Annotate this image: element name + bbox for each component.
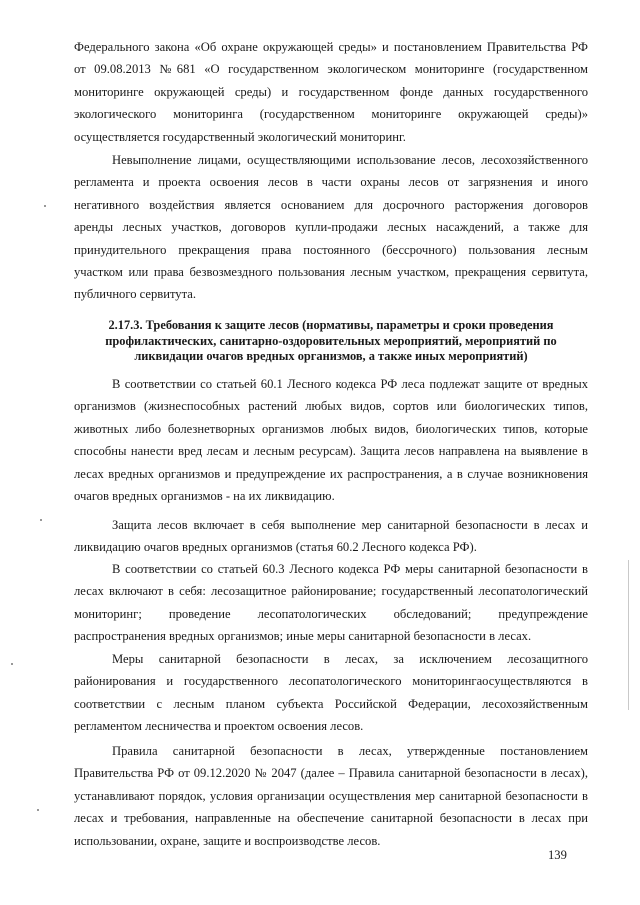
text-line: публичного сервитута.	[74, 287, 197, 302]
text-line: Федерального закона «Об охране окружающей среды» и постановлением Правительства РФ	[74, 40, 588, 54]
text-line: соответствии с лесным планом субъекта Российской Федерации, лесохозяйственным	[74, 696, 588, 711]
text-line: Защита лесов включает в себя выполнение мер санитарной безопасности в лесах и	[112, 518, 588, 532]
text-line: устанавливают порядок, условия организации осуществления мер санитарной безопасности в	[74, 788, 588, 803]
scan-speck	[40, 519, 42, 521]
paragraph-violation	[74, 149, 588, 306]
text-line: лесах вредных организмов и предупреждение их распространения, а в случае возникновения	[74, 466, 588, 481]
text-line: лесах включают в себя: лесозащитное районирование; государственный лесопатологический	[74, 584, 588, 599]
text-line: мониторинге окружающей среды) и государственном фонде данных государственного	[74, 84, 588, 99]
text-line: мониторинг; проведение лесопатологических обследований; предупреждение	[74, 606, 588, 621]
text-line: Правила санитарной безопасности в лесах, утвержденные постановлением	[112, 744, 588, 758]
text-line: аренды лесных участков, договоров купли-продажи лесных насаждений, а также для	[74, 220, 588, 235]
paragraph-article-60-3	[74, 558, 588, 648]
page-number: 139	[548, 848, 567, 862]
text-line: Меры санитарной безопасности в лесах, за исключением лесозащитного	[112, 652, 588, 666]
text-line: В соответствии со статьей 60.3 Лесного кодекса РФ меры санитарной безопасности в	[112, 562, 588, 576]
paragraph-rules	[74, 740, 588, 852]
text-line: В соответствии со статьей 60.1 Лесного кодекса РФ леса подлежат защите от вредных	[112, 377, 588, 391]
text-line: участком или права безвозмездного пользования лесным участком, прекращения сервитута,	[74, 264, 588, 279]
text-line: ликвидацию очагов вредных организмов (статья 60.2 Лесного кодекса РФ).	[74, 540, 477, 555]
text-line: районирования и государственного лесопатологического мониторингаосуществляются в	[74, 674, 588, 689]
scan-speck	[37, 809, 39, 811]
text-line: негативного воздействия является основанием для досрочного расторжения договоров	[74, 197, 588, 212]
heading-line: ликвидации очагов вредных организмов, а также иных мероприятий)	[134, 349, 528, 364]
scan-speck	[11, 663, 13, 665]
text-line: Правительства РФ от 09.12.2020 № 2047 (далее – Правила санитарной безопасности в лесах),	[74, 766, 588, 781]
text-line: регламентом лесничества и проектом освоения лесов.	[74, 719, 364, 734]
text-line: от 09.08.2013 №681 «О государственном экологическом мониторинге (государственном	[74, 62, 588, 77]
text-line: организмов (жизнеспособных растений любых видов, сортов или биологических типов,	[74, 399, 588, 414]
text-line: принудительного прекращения права постоянного (бессрочного) пользования лесным	[74, 242, 588, 257]
text-line: осуществляется государственный экологический мониторинг.	[74, 129, 406, 144]
text-line: животных либо болезнетворных организмов любых видов, биологических типов, которые	[74, 421, 588, 436]
text-line: экологического мониторинга (государственном мониторинге окружающей среды)»	[74, 107, 588, 122]
scan-edge-line	[628, 560, 629, 710]
section-heading	[74, 318, 588, 365]
text-line: лесах и требования, направленные на обеспечение санитарной безопасности в лесах при	[74, 811, 588, 826]
heading-line: 2.17.3. Требования к защите лесов (нормативы, параметры и сроки проведения	[108, 318, 554, 332]
heading-line: профилактических, санитарно-оздоровительных мероприятий, мероприятий по	[105, 333, 557, 348]
text-line: очагов вредных организмов - на их ликвидацию.	[74, 488, 335, 503]
text-line: регламента и проекта освоения лесов в части охраны лесов от загрязнения и иного	[74, 175, 588, 190]
paragraph-measures	[74, 648, 588, 738]
text-line: использовании, охране, защите и воспроизводстве лесов.	[74, 833, 381, 848]
scan-speck	[44, 205, 46, 207]
text-line: Невыполнение лицами, осуществляющими использование лесов, лесохозяйственного	[112, 153, 588, 167]
text-line: распространения вредных организмов; иные меры санитарной безопасности в лесах.	[74, 629, 532, 644]
paragraph-protection-includes	[74, 514, 588, 559]
text-line: способны нанести вред лесам и лесным ресурсам). Защита лесов направлена на выявление в	[74, 444, 588, 459]
paragraph-intro	[74, 36, 588, 148]
paragraph-article-60-1	[74, 373, 588, 507]
